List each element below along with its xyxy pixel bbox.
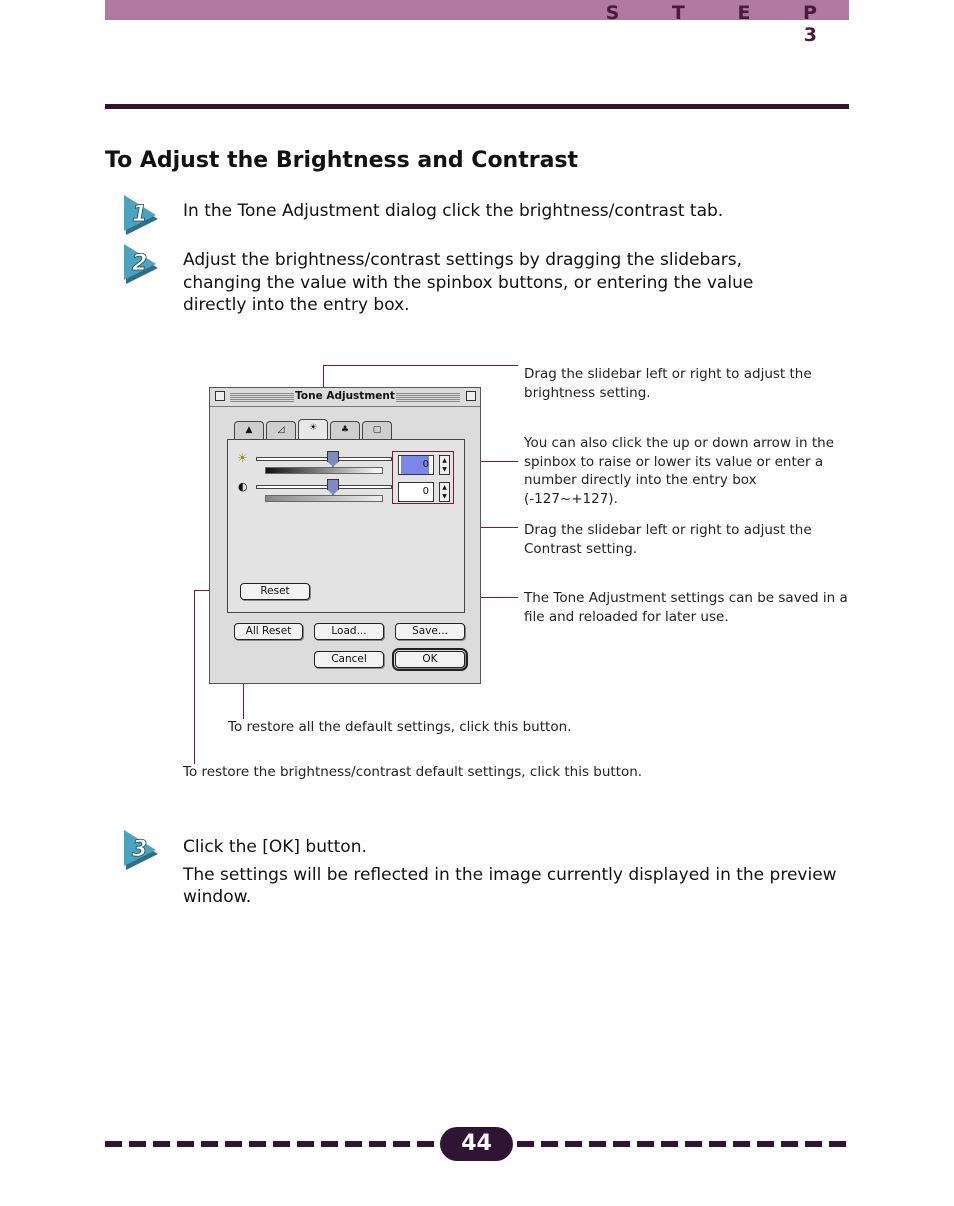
reset-button[interactable]: Reset bbox=[240, 583, 310, 600]
step-3-text: Click the [OK] button. The settings will be reflected in the image currently displayed in the preview window. bbox=[183, 837, 837, 907]
brightness-contrast-icon: ☀ bbox=[308, 423, 318, 433]
dialog-title: Tone Adjustment bbox=[295, 390, 395, 402]
brightness-slider-thumb[interactable] bbox=[327, 451, 339, 467]
brightness-contrast-panel bbox=[227, 439, 465, 613]
step-label: S T E P 3 bbox=[605, 2, 840, 46]
callout-brightness: Drag the slidebar left or right to adjust the brightness setting. bbox=[524, 366, 812, 401]
callout-line bbox=[323, 365, 518, 366]
tab-curve[interactable] bbox=[266, 421, 296, 440]
callout-all-reset: To restore all the default settings, click this button. bbox=[228, 719, 572, 735]
brightness-gradient bbox=[265, 467, 383, 474]
all-reset-button[interactable]: All Reset bbox=[234, 623, 303, 640]
tab-grayscale[interactable] bbox=[362, 421, 392, 440]
contrast-slider-thumb[interactable] bbox=[327, 479, 339, 495]
step-3-number: 3 bbox=[132, 837, 148, 862]
callout-spinbox: You can also click the up or down arrow in the spinbox to raise or lower its value or enter a number directly into the entry box (-127~+127). bbox=[524, 435, 835, 507]
grayscale-icon: ▢ bbox=[372, 425, 382, 435]
step-1-icon bbox=[122, 195, 172, 237]
tone-adjustment-dialog bbox=[209, 387, 481, 684]
header-rule bbox=[105, 104, 849, 109]
callout-contrast: Drag the slidebar left or right to adjust the Contrast setting. bbox=[524, 522, 812, 557]
brightness-slider[interactable] bbox=[256, 457, 392, 461]
tab-color-balance[interactable] bbox=[330, 421, 360, 440]
footer-dashes-right bbox=[517, 1141, 849, 1147]
callout-line bbox=[194, 590, 195, 764]
callout-reset: To restore the brightness/contrast default settings, click this button. bbox=[183, 764, 643, 780]
step-3-icon bbox=[122, 830, 172, 872]
contrast-spinbox-field[interactable]: 0 bbox=[398, 482, 434, 502]
curve-icon: ◿ bbox=[277, 425, 285, 435]
load-button[interactable]: Load... bbox=[314, 623, 384, 640]
page-number: 44 bbox=[440, 1127, 513, 1161]
step-2-icon bbox=[122, 244, 172, 286]
dialog-titlebar bbox=[210, 388, 480, 407]
contrast-slider[interactable] bbox=[256, 485, 392, 489]
contrast-spin-arrows[interactable]: ▲ ▼ bbox=[439, 482, 450, 502]
cancel-button[interactable]: Cancel bbox=[314, 651, 384, 668]
footer-dashes-left bbox=[105, 1141, 437, 1147]
callout-save-load: The Tone Adjustment settings can be saved in a file and reloaded for later use. bbox=[524, 590, 848, 625]
ok-button[interactable]: OK bbox=[395, 651, 465, 668]
brightness-icon: ☀ bbox=[237, 451, 248, 465]
section-title: To Adjust the Brightness and Contrast bbox=[105, 148, 579, 173]
step-2-number: 2 bbox=[132, 251, 148, 276]
save-button[interactable]: Save... bbox=[395, 623, 465, 640]
collapse-box-icon[interactable] bbox=[466, 391, 476, 401]
contrast-gradient bbox=[265, 495, 383, 502]
tab-brightness-contrast[interactable] bbox=[298, 419, 328, 440]
tab-histogram[interactable] bbox=[234, 421, 264, 440]
step-1-text: In the Tone Adjustment dialog click the brightness/contrast tab. bbox=[183, 201, 724, 221]
contrast-icon: ◐ bbox=[238, 480, 248, 493]
step-1-number: 1 bbox=[132, 202, 148, 227]
brightness-spin-arrows[interactable]: ▲ ▼ bbox=[439, 455, 450, 475]
color-balance-icon: ♣ bbox=[340, 425, 350, 435]
close-box-icon[interactable] bbox=[215, 391, 225, 401]
brightness-spinbox-field[interactable]: 0 bbox=[398, 455, 434, 475]
histogram-icon: ▲ bbox=[245, 425, 253, 435]
step-2-text: Adjust the brightness/contrast settings by dragging the slidebars, changing the value with the spinbox buttons, or entering the value directly into the entry box. bbox=[183, 250, 754, 315]
